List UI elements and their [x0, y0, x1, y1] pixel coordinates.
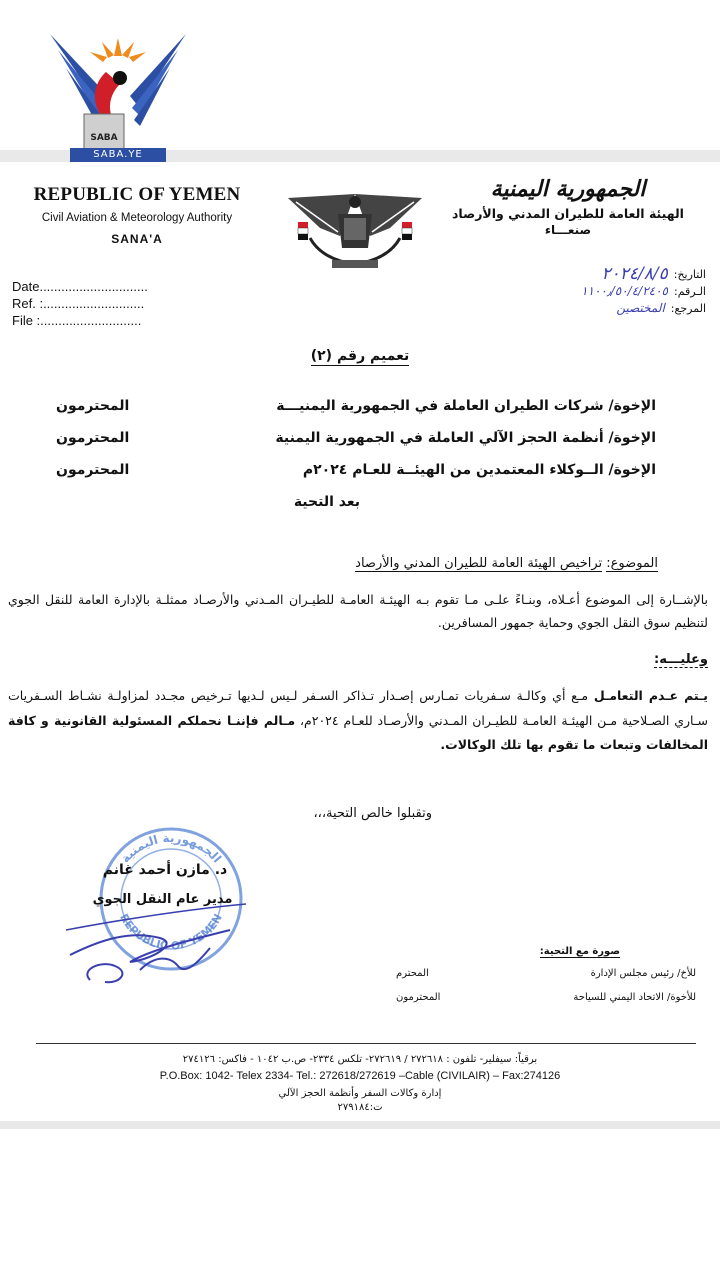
addressee-honorific: المحترمون — [56, 462, 130, 478]
yemen-eagle-emblem-icon — [280, 188, 430, 274]
footer-divider — [36, 1043, 696, 1044]
svg-text:الجمهورية اليمنية: الجمهورية اليمنية — [118, 830, 225, 866]
letterhead-english — [22, 184, 252, 246]
letterhead-ar-city: صنعـــاء — [544, 223, 592, 237]
bottom-gray-band — [0, 1121, 720, 1129]
addressee-honorific: المحترمون — [56, 430, 130, 446]
body-paragraph-2 — [8, 684, 708, 758]
meta-number-ar-row — [506, 283, 706, 300]
meta-reference-ar-row — [506, 300, 706, 317]
subject-text: تراخيص الهيئة العامة للطيران المدني والأرصاد — [355, 556, 603, 571]
meta-date-ar-value: ٢٠٢٤/٨/٥ — [601, 264, 668, 284]
letterhead-en-title: REPUBLIC OF YEMEN — [33, 184, 241, 205]
copies-label: صورة مع التحية: — [539, 946, 620, 957]
meta-number-ar-label: الـرقم: — [674, 285, 706, 298]
addressee-row — [56, 462, 656, 478]
copy-recipient — [396, 968, 696, 979]
letterhead-arabic — [438, 176, 698, 237]
signature-icon — [60, 900, 250, 990]
copy-recipient-to: للأخ/ رئيس مجلس الإدارة — [590, 968, 696, 979]
meta-reference-ar-value: المختصين — [616, 301, 665, 315]
closing-line: وتقبلوا خالص التحية،،، — [313, 806, 432, 821]
body-paragraph-1: بالإشــارة إلى الموضوع أعـلاه، وبنـاءً علـى مـا تقوم بـه الهيئـة العامـة للطيـران المـدني والأرصـاد ممثلـة بالإدارة العامة للنقل الجوي لتنظيم سوق النقل الجوي وحماية جمهور المسافرين. — [8, 592, 708, 630]
letterhead-en-authority: Civil Aviation & Meteorology Authority — [41, 212, 233, 224]
saba-caption: SABA.YE — [70, 148, 166, 162]
copy-recipient-to: للأخوة/ الاتحاد اليمني للسياحة — [573, 992, 696, 1003]
subject-label: الموضوع: — [606, 556, 658, 571]
meta-fields-english — [12, 278, 148, 329]
paragraph2-bold-start: يـتم عـدم التعامـل — [593, 688, 708, 703]
meta-date-ar-label: التاريخ: — [673, 268, 706, 281]
subject-line — [355, 556, 658, 571]
signatory-name: د. مازن أحمد غانم — [102, 862, 228, 878]
footer-contact-arabic: برقياً: سيفلير- تلفون : ٢٧٢٦١٨ / ٢٧٢٦١٩- تلكس ٢٣٣٤- ص.ب ١٠٤٢ - فاكس: ٢٧٤١٢٦ — [182, 1054, 538, 1065]
addressee-to: الإخوة/ أنظمة الحجز الآلي العاملة في الجمهورية اليمنية — [275, 430, 656, 446]
copy-recipient-honorific: المحترمون — [396, 992, 441, 1003]
meta-number-ar-value: ١١٠٠٫/٥٠/٤/٢٤٠٥ — [581, 284, 668, 298]
letterhead-ar-authority: الهيئة العامة للطيران المدني والأرصاد — [452, 206, 684, 221]
greeting: بعد التحية — [293, 494, 360, 510]
circular-title: تعميم رقم (٢) — [310, 348, 410, 364]
addressee-row — [56, 430, 656, 446]
paragraph2-bold-end: مـالم فإننـا نحملكم المسئولية القانونية و كافة المخالفات وتبعات ما تقوم بها تلك الوكالات. — [8, 712, 708, 752]
signatory-title: مدير عام النقل الجوي — [92, 892, 233, 907]
footer-telephone: ت:٢٧٩١٨٤ — [337, 1102, 383, 1113]
addressee-to: الإخوة/ الــوكلاء المعتمدين من الهيئــة للعـام ٢٠٢٤م — [302, 462, 656, 478]
saba-logo-icon — [48, 28, 188, 163]
copy-recipient — [396, 992, 696, 1003]
meta-date-en: Date.............................. — [12, 279, 148, 294]
footer-contact-english: P.O.Box: 1042- Telex 2334- Tel.: 272618/272619 –Cable (CIVILAIR) – Fax:274126 — [159, 1070, 561, 1082]
paragraph2-middle: مـع أي وكالـة سـفريات تمـارس إصـدار تـذاكر السـفر لـيس لـديها تـرخيص مجـدد لمزاولـة نشـاط السـفريات سـاري الصـلاحية مـن الهيئـة العامـة للطيـران المـدني والأرصـاد للعـام ٢٠٢٤م، — [8, 688, 708, 728]
copy-recipient-honorific: المحترم — [396, 968, 429, 979]
footer-department: إدارة وكالات السفر وأنظمة الحجز الآلي — [278, 1088, 442, 1099]
letterhead-en-city: SANA'A — [111, 232, 163, 246]
meta-date-ar-row — [506, 266, 706, 283]
meta-file-en: File :............................ — [12, 313, 142, 328]
addressee-to: الإخوة/ شركات الطيران العاملة في الجمهورية اليمنيـــة — [276, 398, 656, 414]
letterhead-ar-title: الجمهورية اليمنية — [490, 176, 646, 202]
meta-ref-en: Ref. :............................ — [12, 296, 145, 311]
addressee-honorific: المحترمون — [56, 398, 130, 414]
meta-fields-arabic — [506, 266, 706, 317]
furthermore-heading: وعليـــه: — [654, 652, 708, 667]
svg-text:REPUBLIC OF YEMEN: REPUBLIC OF YEMEN — [117, 911, 225, 953]
meta-reference-ar-label: المرجع: — [670, 302, 706, 315]
addressee-row — [56, 398, 656, 414]
svg-text:SABA: SABA — [90, 133, 118, 143]
